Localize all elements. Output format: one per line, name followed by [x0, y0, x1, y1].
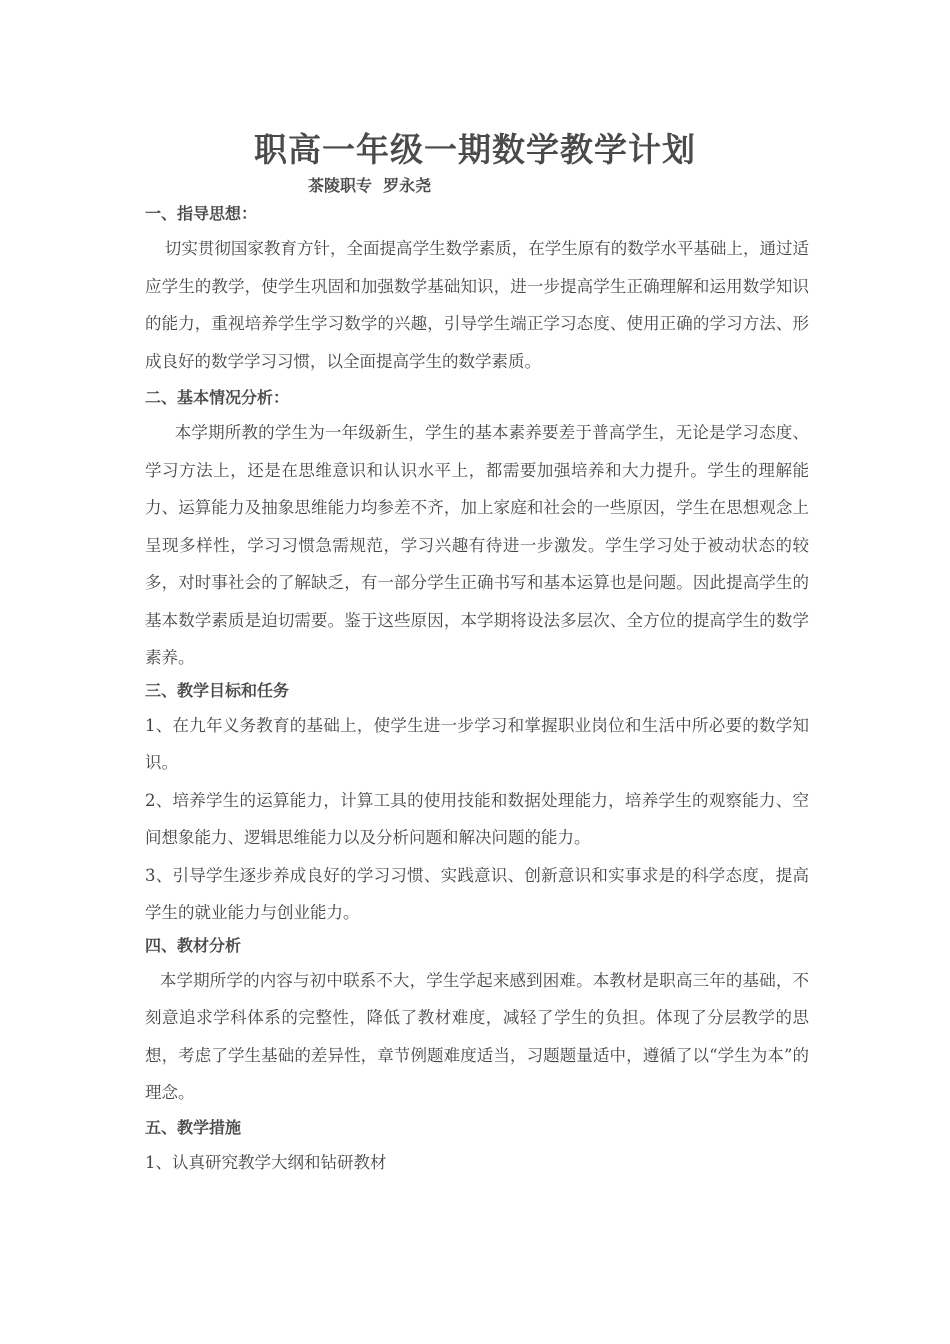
section-heading: 一、指导思想： [145, 204, 258, 223]
list-item: 2、培养学生的运算能力，计算工具的使用技能和数据处理能力，培养学生的观察能力、空间想象能力、逻辑思维能力以及分析问题和解决问题的能力。 [145, 790, 809, 847]
section-guiding-ideology [145, 200, 809, 380]
paragraph: 本学期所教的学生为一年级新生，学生的基本素养要差于普高学生，无论是学习态度、学习方法上，还是在思维意识和认识水平上，都需要加强培养和大力提升。学生的理解能力、运算能力及抽象思维能力均参差不齐，加上家庭和社会的一些原因，学生在思想观念上呈现多样性，学习习惯急需规范，学习兴趣有待进一步激发。学生学习处于被动状态的较多，对时事社会的了解缺乏，有一部分学生正确书写和基本运算也是问题。因此提高学生的基本数学素质是迫切需要。鉴于这些原因，本学期将设法多层次、全方位的提高学生的数学素养。 [145, 423, 809, 667]
section-heading: 三、教学目标和任务 [145, 680, 290, 700]
section-situation-analysis [145, 384, 809, 677]
section-teaching-measures [145, 1114, 809, 1182]
section-heading: 四、教材分析 [145, 935, 242, 955]
paragraph: 本学期所学的内容与初中联系不大，学生学起来感到困难。本教材是职高三年的基础，不刻意追求学科体系的完整性，降低了教材难度，减轻了学生的负担。体现了分层教学的思想，考虑了学生基础的差异性，章节例题难度适当，习题题量适中，遵循了以“学生为本”的理念。 [145, 970, 809, 1102]
list-item: 1、在九年义务教育的基础上，使学生进一步学习和掌握职业岗位和生活中所必要的数学知识。 [145, 715, 809, 772]
document-title: 职高一年级一期数学教学计划 [254, 130, 696, 169]
paragraph: 切实贯彻国家教育方针，全面提高学生数学素质，在学生原有的数学水平基础上，通过适应学生的教学，使学生巩固和加强数学基础知识，进一步提高学生正确理解和运用数学知识的能力，重视培养学生学习数学的兴趣，引导学生端正学习态度、使用正确的学习方法、形成良好的数学学习习惯，以全面提高学生的数学素质。 [145, 239, 809, 371]
document-body [145, 200, 809, 1181]
section-heading: 五、教学措施 [145, 1117, 242, 1137]
list-item: 1、认真研究教学大纲和钻研教材 [145, 1152, 387, 1172]
section-heading: 二、基本情况分析： [145, 388, 290, 407]
section-textbook-analysis [145, 932, 809, 1112]
list-item: 3、引导学生逐步养成良好的学习习惯、实践意识、创新意识和实事求是的科学态度，提高学生的就业能力与创业能力。 [145, 865, 809, 922]
section-goals-tasks [145, 677, 809, 932]
document-author: 茶陵职专 罗永尧 [308, 176, 432, 195]
